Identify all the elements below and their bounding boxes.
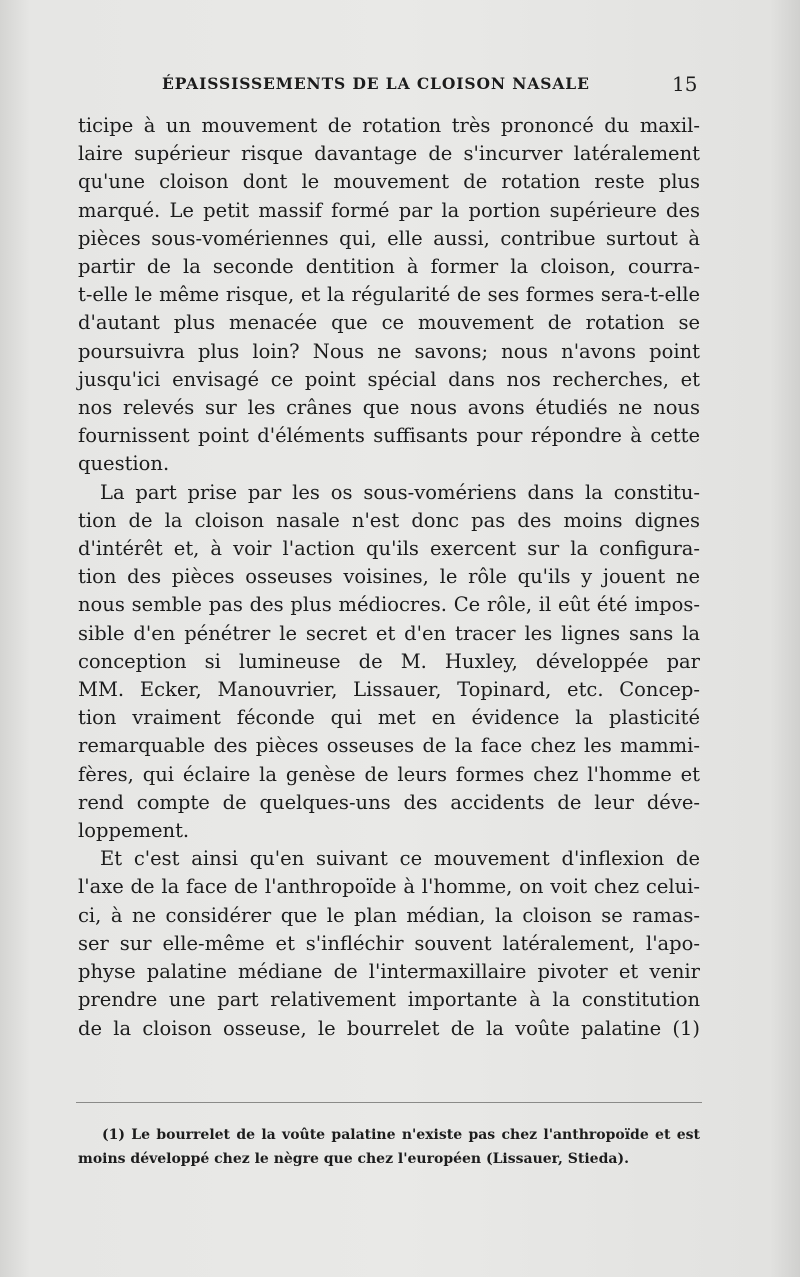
text-line: fournissent point d'éléments suffisants pour répondre à cette bbox=[78, 424, 700, 448]
footnote bbox=[78, 1123, 700, 1171]
text-line: remarquable des pièces osseuses de la face chez les mammi- bbox=[78, 734, 700, 758]
text-line: sible d'en pénétrer le secret et d'en tracer les lignes sans la bbox=[78, 621, 700, 645]
text-line: La part prise par les os sous-vomériens dans la constitu- bbox=[100, 480, 700, 504]
footnote-line: (1) Le bourrelet de la voûte palatine n'existe pas chez l'anthropoïde et est bbox=[102, 1127, 700, 1143]
text-line: t-elle le même risque, et la régularité de ses formes sera-t-elle bbox=[78, 283, 700, 307]
text-line: prendre une part relativement importante à la constitution bbox=[78, 988, 700, 1012]
text-line: pièces sous-vomériennes qui, elle aussi, contribue surtout à bbox=[78, 226, 700, 250]
text-line: rend compte de quelques-uns des accidents de leur déve- bbox=[78, 790, 700, 814]
body-text bbox=[78, 112, 700, 1043]
running-title: ÉPAISSISSEMENTS DE LA CLOISON NASALE bbox=[162, 74, 590, 93]
text-line: tion de la cloison nasale n'est donc pas des moins dignes bbox=[78, 508, 700, 532]
text-line: jusqu'ici envisagé ce point spécial dans nos recherches, et bbox=[78, 367, 700, 391]
text-line: qu'une cloison dont le mouvement de rotation reste plus bbox=[78, 170, 700, 194]
text-line: loppement. bbox=[78, 819, 190, 843]
text-line: laire supérieur risque davantage de s'incurver latéralement bbox=[78, 142, 700, 166]
running-head bbox=[0, 74, 800, 100]
text-line: physe palatine médiane de l'intermaxillaire pivoter et venir bbox=[78, 960, 700, 984]
text-line: tion vraiment féconde qui met en évidence la plasticité bbox=[78, 706, 700, 730]
text-line: de la cloison osseuse, le bourrelet de la voûte palatine (1) bbox=[78, 1016, 700, 1040]
text-line: MM. Ecker, Manouvrier, Lissauer, Topinard, etc. Concep- bbox=[78, 678, 700, 702]
text-line: tion des pièces osseuses voisines, le rôle qu'ils y jouent ne bbox=[78, 565, 700, 589]
text-line: nous semble pas des plus médiocres. Ce rôle, il eût été impos- bbox=[78, 593, 700, 617]
footnote-divider bbox=[76, 1102, 702, 1103]
text-line: nos relevés sur les crânes que nous avons étudiés ne nous bbox=[78, 396, 700, 420]
text-line: marqué. Le petit massif formé par la portion supérieure des bbox=[78, 198, 700, 222]
text-line: partir de la seconde dentition à former la cloison, courra- bbox=[78, 255, 700, 279]
text-line: l'axe de la face de l'anthropoïde à l'homme, on voit chez celui- bbox=[78, 875, 700, 899]
footnote-line: moins développé chez le nègre que chez l'européen (Lissauer, Stieda). bbox=[78, 1151, 629, 1167]
text-line: poursuivra plus loin? Nous ne savons; nous n'avons point bbox=[78, 339, 700, 363]
text-line: ci, à ne considérer que le plan médian, la cloison se ramas- bbox=[78, 903, 700, 927]
text-line: ticipe à un mouvement de rotation très prononcé du maxil- bbox=[78, 114, 700, 137]
page-number: 15 bbox=[672, 72, 698, 96]
text-line: fères, qui éclaire la genèse de leurs formes chez l'homme et bbox=[78, 762, 700, 786]
text-line: ser sur elle-même et s'infléchir souvent latéralement, l'apo- bbox=[78, 931, 700, 955]
text-line: question. bbox=[78, 452, 170, 476]
text-line: d'intérêt et, à voir l'action qu'ils exercent sur la configura- bbox=[78, 537, 700, 561]
text-line: d'autant plus menacée que ce mouvement de rotation se bbox=[78, 311, 700, 335]
text-line: conception si lumineuse de M. Huxley, développée par bbox=[78, 649, 700, 673]
text-line: Et c'est ainsi qu'en suivant ce mouvement d'inflexion de bbox=[100, 847, 700, 871]
